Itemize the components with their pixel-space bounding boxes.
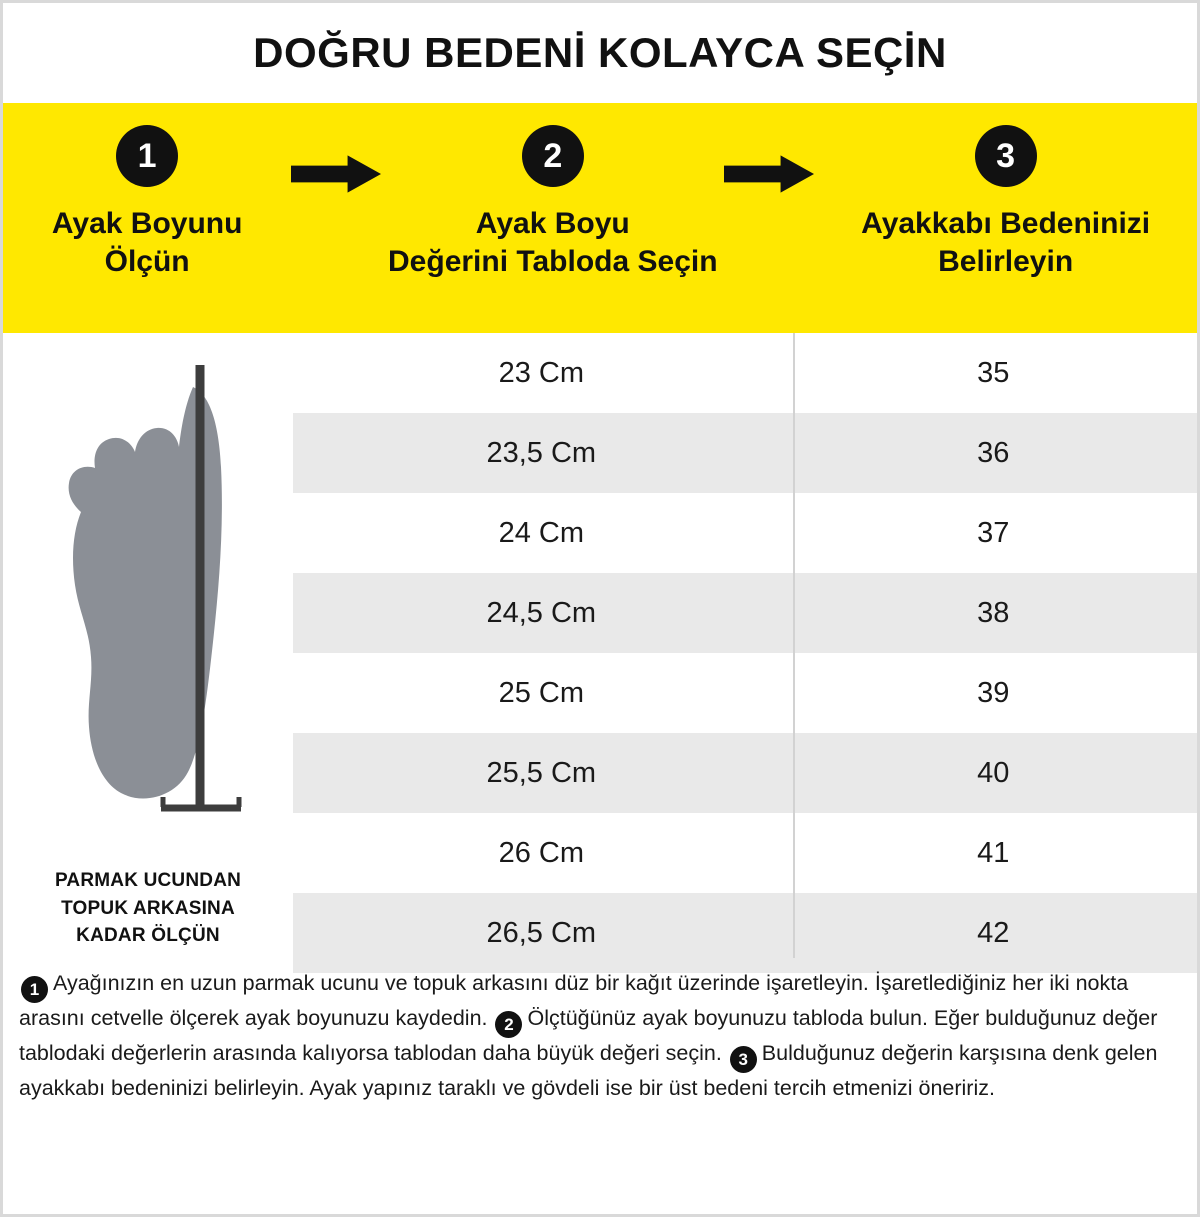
step-3 bbox=[814, 103, 1197, 333]
note-2-text: Ölçtüğünüz ayak boyunuzu tabloda bulun. Eğer bulduğunuz değer tablodaki değerlerin arasında kalıyorsa tablodan daha büyük değeri seçin. bbox=[19, 1006, 1158, 1065]
main-content bbox=[3, 333, 1197, 958]
title-bar bbox=[3, 3, 1197, 103]
page-title: DOĞRU BEDENİ KOLAYCA SEÇİN bbox=[253, 29, 947, 76]
step-1 bbox=[3, 103, 291, 333]
cell-shoe-size: 42 bbox=[790, 893, 1197, 973]
arrow-2-to-3 bbox=[724, 103, 814, 333]
table-row bbox=[293, 493, 1197, 573]
cell-foot-length: 23 Cm bbox=[498, 356, 584, 389]
cell-shoe-size: 39 bbox=[977, 676, 1010, 709]
cell-foot-length: 24,5 Cm bbox=[293, 573, 790, 653]
cell-shoe-size: 35 bbox=[977, 356, 1010, 389]
table-row bbox=[293, 653, 1197, 733]
foot-illustration bbox=[43, 343, 253, 867]
cell-shoe-size: 41 bbox=[977, 836, 1010, 869]
step-2-badge: 2 bbox=[522, 125, 584, 187]
steps-band bbox=[3, 103, 1197, 333]
step-2-label: Ayak Boyu Değerini Tabloda Seçin bbox=[388, 207, 718, 278]
step-3-badge: 3 bbox=[975, 125, 1037, 187]
arrow-right-icon bbox=[291, 143, 381, 205]
table-row bbox=[293, 333, 1197, 413]
cell-foot-length: 26 Cm bbox=[498, 836, 584, 869]
cell-foot-length: 26,5 Cm bbox=[293, 893, 790, 973]
step-2 bbox=[381, 103, 724, 333]
note-1-badge: 1 bbox=[21, 976, 48, 1003]
note-3-badge: 3 bbox=[730, 1046, 757, 1073]
table-row bbox=[293, 573, 1197, 653]
note-1-text: Ayağınızın en uzun parmak ucunu ve topuk arkasını düz bir kağıt üzerinde işaretleyin. İşaretlediğiniz her iki nokta arasını cetvelle ölçerek ayak boyunuzu kaydedin. bbox=[19, 971, 1129, 1030]
cell-foot-length: 25,5 Cm bbox=[293, 733, 790, 813]
foot-measure-caption: PARMAK UCUNDAN TOPUK ARKASINA KADAR ÖLÇÜN bbox=[54, 870, 242, 947]
table-row bbox=[293, 813, 1197, 893]
step-1-badge: 1 bbox=[116, 125, 178, 187]
note-3-text: Bulduğunuz değerin karşısına denk gelen ayakkabı bedeninizi belirleyin. Ayak yapınız taraklı ve gövdeli ise bir üst bedeni tercih etmenizi öneririz. bbox=[19, 1041, 1158, 1100]
note-2-badge: 2 bbox=[495, 1011, 522, 1038]
size-table bbox=[293, 333, 1197, 973]
arrow-1-to-2 bbox=[291, 103, 381, 333]
cell-shoe-size: 37 bbox=[977, 516, 1010, 549]
table-row bbox=[293, 733, 1197, 813]
foot-diagram-icon bbox=[43, 357, 253, 837]
foot-measure-panel bbox=[3, 333, 293, 958]
arrow-right-icon bbox=[724, 143, 814, 205]
cell-shoe-size: 38 bbox=[790, 573, 1197, 653]
step-3-label: Ayakkabı Bedeninizi Belirleyin bbox=[861, 207, 1151, 278]
table-row bbox=[293, 893, 1197, 973]
instructions bbox=[3, 958, 1197, 1104]
cell-foot-length: 25 Cm bbox=[498, 676, 584, 709]
cell-foot-length: 24 Cm bbox=[498, 516, 584, 549]
table-row bbox=[293, 413, 1197, 493]
cell-shoe-size: 40 bbox=[790, 733, 1197, 813]
cell-foot-length: 23,5 Cm bbox=[293, 413, 790, 493]
step-1-label: Ayak Boyunu Ölçün bbox=[51, 207, 243, 278]
table-column-divider bbox=[793, 333, 795, 958]
cell-shoe-size: 36 bbox=[790, 413, 1197, 493]
